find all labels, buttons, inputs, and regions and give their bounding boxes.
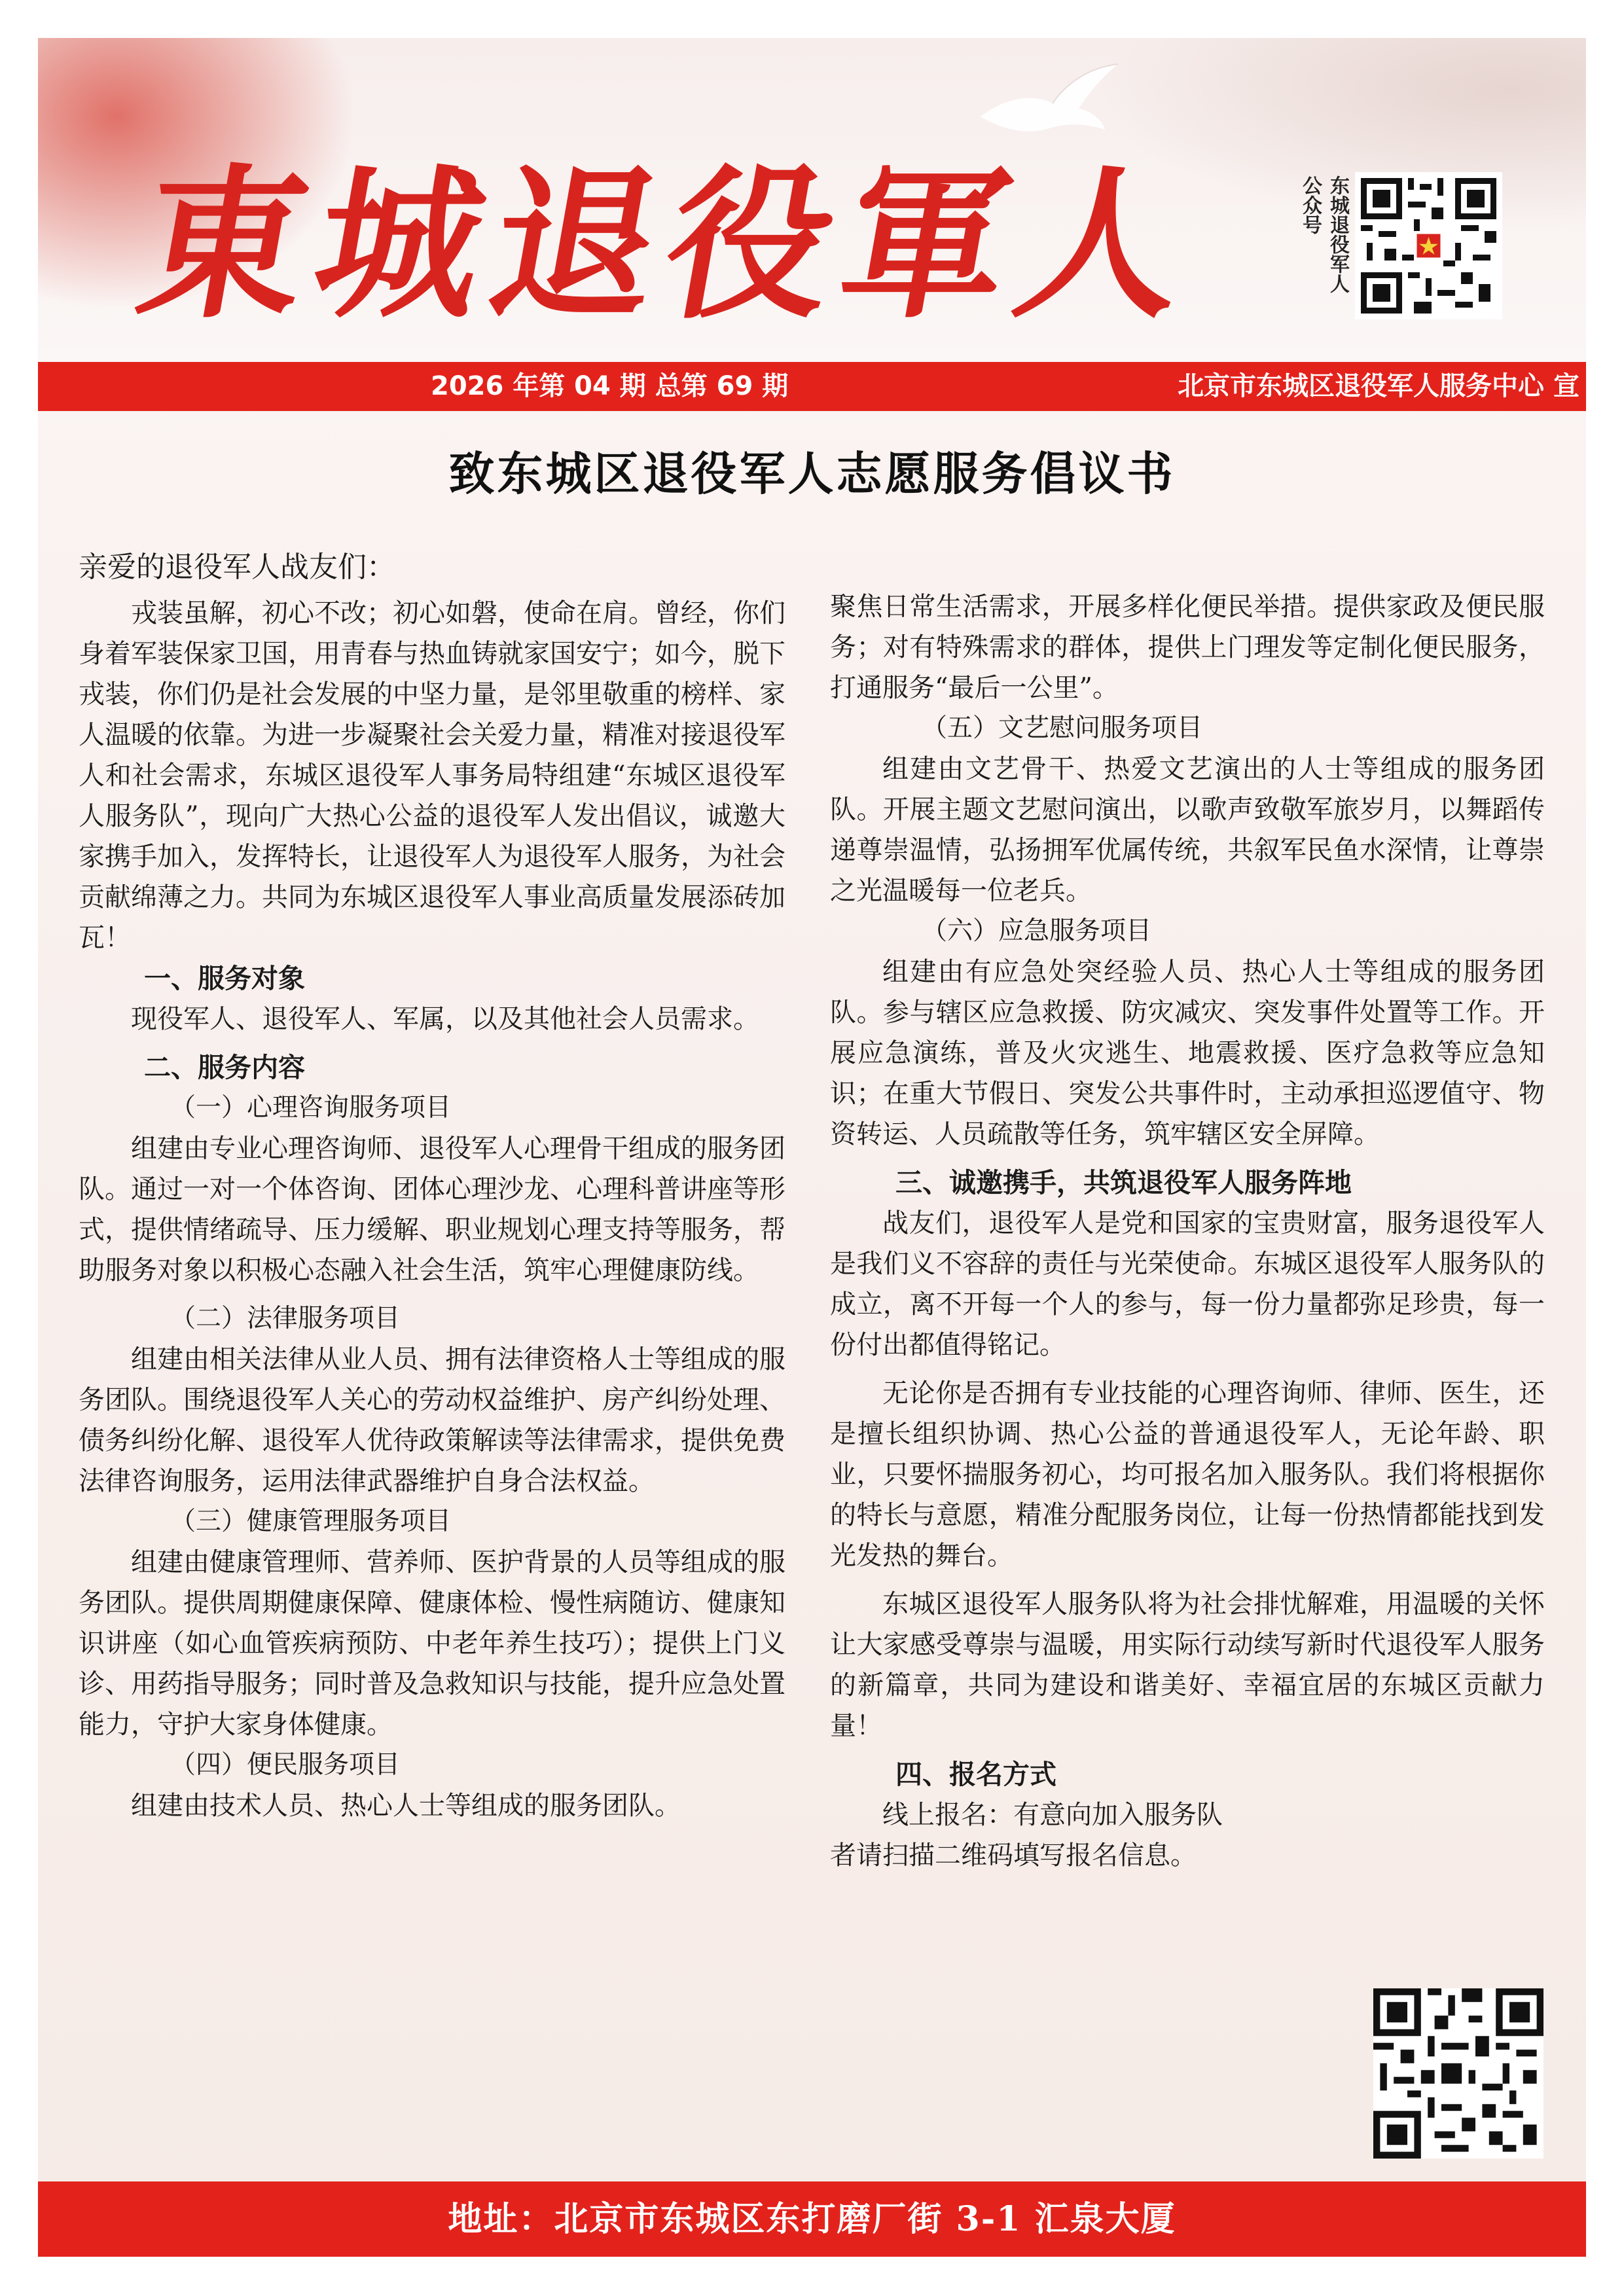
wechat-account-name: 东城退役军人 (1326, 175, 1349, 293)
item-heading-psychology: （一）心理咨询服务项目 (170, 1093, 452, 1122)
registration-line-1: 线上报名：有意向加入服务队 (882, 1800, 1223, 1830)
wechat-account-type: 公众号 (1299, 175, 1322, 234)
section-heading-invitation: 三、诚邀携手，共筑退役军人服务阵地 (895, 1167, 1352, 1198)
right-column (830, 586, 1545, 1876)
item-body-convenience-continued: 聚焦日常生活需求，开展多样化便民举措。提供家政及便民服务；对有特殊需求的群体，提供上门理发等定制化便民服务，打通服务“最后一公里”。 (830, 592, 1545, 703)
registration-line-2: 者请扫描二维码填写报名信息。 (830, 1840, 1197, 1871)
item-heading-legal: （二）法律服务项目 (170, 1304, 401, 1333)
item-heading-arts: （五）文艺慰问服务项目 (922, 713, 1203, 743)
section-heading-registration: 四、报名方式 (895, 1759, 1056, 1790)
issue-bar (38, 362, 1586, 411)
section-heading-service-content: 二、服务内容 (144, 1052, 305, 1083)
section-body-service-targets: 现役军人、退役军人、军属，以及其他社会人员需求。 (131, 1004, 759, 1034)
item-body-emergency: 组建由有应急处突经验人员、热心人士等组成的服务团队。参与辖区应急救援、防灾减灾、突发事件处置等工作。开展应急演练，普及火灾逃生、地震救援、医疗急救等应急知识；在重大节假日、突发公共事件时，主动承担巡逻值守、物资转运、人员疏散等任务，筑牢辖区安全屏障。 (830, 957, 1545, 1149)
item-body-arts: 组建由文艺骨干、热爱文艺演出的人士等组成的服务团队。开展主题文艺慰问演出，以歌声致敬军旅岁月，以舞蹈传递尊崇温情，弘扬拥军优属传统，共叙军民鱼水深情，让尊崇之光温暖每一位老兵。 (830, 754, 1545, 906)
item-heading-health: （三）健康管理服务项目 (170, 1507, 452, 1536)
item-heading-emergency: （六）应急服务项目 (922, 916, 1152, 946)
item-heading-convenience: （四）便民服务项目 (170, 1750, 401, 1780)
wechat-qr-code[interactable] (1355, 172, 1502, 319)
publisher-name: 北京市东城区退役军人服务中心 宣 (1178, 371, 1579, 401)
left-column (79, 547, 785, 1826)
intro-paragraph: 戎装虽解，初心不改；初心如磐，使命在肩。曾经，你们身着军装保家卫国，用青春与热血铸就家国安宁；如今，脱下戎装，你们仍是社会发展的中坚力量，是邻里敬重的榜样、家人温暖的依靠。为进一步凝聚社会关爱力量，精准对接退役军人和社会需求，东城区退役军人事务局特组建“东城区退役军人服务队”，现向广大热心公益的退役军人发出倡议，诚邀大家携手加入，发挥特长，让退役军人为退役军人服务，为社会贡献绵薄之力。共同为东城区退役军人事业高质量发展添砖加瓦！ (79, 598, 785, 953)
item-body-health: 组建由健康管理师、营养师、医护背景的人员等组成的服务团队。提供周期健康保障、健康体检、慢性病随访、健康知识讲座（如心血管疾病预防、中老年养生技巧）；提供上门义诊、用药指导服务；同时普及急救知识与技能，提升应急处置能力，守护大家身体健康。 (79, 1547, 785, 1740)
dove-icon (967, 58, 1125, 149)
invitation-paragraph-2: 无论你是否拥有专业技能的心理咨询师、律师、医生，还是擅长组织协调、热心公益的普通退役军人，无论年龄、职业，只要怀揣服务初心，均可报名加入服务队。我们将根据你的特长与意愿，精准分配服务岗位，让每一份热情都能找到发光发热的舞台。 (830, 1378, 1545, 1571)
masthead-title: 東城退役軍人 (126, 148, 1212, 340)
issue-number: 2026 年第 04 期 总第 69 期 (431, 371, 789, 401)
footer-address: 地址：北京市东城区东打磨厂街 3-1 汇泉大厦 (38, 2181, 1586, 2257)
wechat-account-label (1283, 175, 1348, 346)
newsletter-page (38, 38, 1586, 2257)
section-heading-service-targets: 一、服务对象 (144, 963, 305, 994)
registration-qr-code[interactable] (1373, 1988, 1543, 2159)
invitation-paragraph-3: 东城区退役军人服务队将为社会排忧解难，用温暖的关怀让大家感受尊崇与温暖，用实际行动续写新时代退役军人服务的新篇章，共同为建设和谐美好、幸福宜居的东城区贡献力量！ (830, 1589, 1545, 1741)
item-body-psychology: 组建由专业心理咨询师、退役军人心理骨干组成的服务团队。通过一对一个体咨询、团体心理沙龙、心理科普讲座等形式，提供情绪疏导、压力缓解、职业规划心理支持等服务，帮助服务对象以积极心态融入社会生活，筑牢心理健康防线。 (79, 1134, 785, 1285)
article-headline: 致东城区退役军人志愿服务倡议书 (448, 446, 1176, 501)
salutation: 亲爱的退役军人战友们： (79, 550, 395, 584)
invitation-paragraph-1: 战友们，退役军人是党和国家的宝贵财富，服务退役军人是我们义不容辞的责任与光荣使命。东城区退役军人服务队的成立，离不开每一个人的参与，每一份力量都弥足珍贵，每一份付出都值得铭记。 (830, 1208, 1545, 1360)
masthead (38, 38, 1586, 362)
item-body-legal: 组建由相关法律从业人员、拥有法律资格人士等组成的服务团队。围绕退役军人关心的劳动权益维护、房产纠纷处理、债务纠纷化解、退役军人优待政策解读等法律需求，提供免费法律咨询服务，运用法律武器维护自身合法权益。 (79, 1344, 785, 1496)
item-body-convenience: 组建由技术人员、热心人士等组成的服务团队。 (131, 1791, 681, 1821)
